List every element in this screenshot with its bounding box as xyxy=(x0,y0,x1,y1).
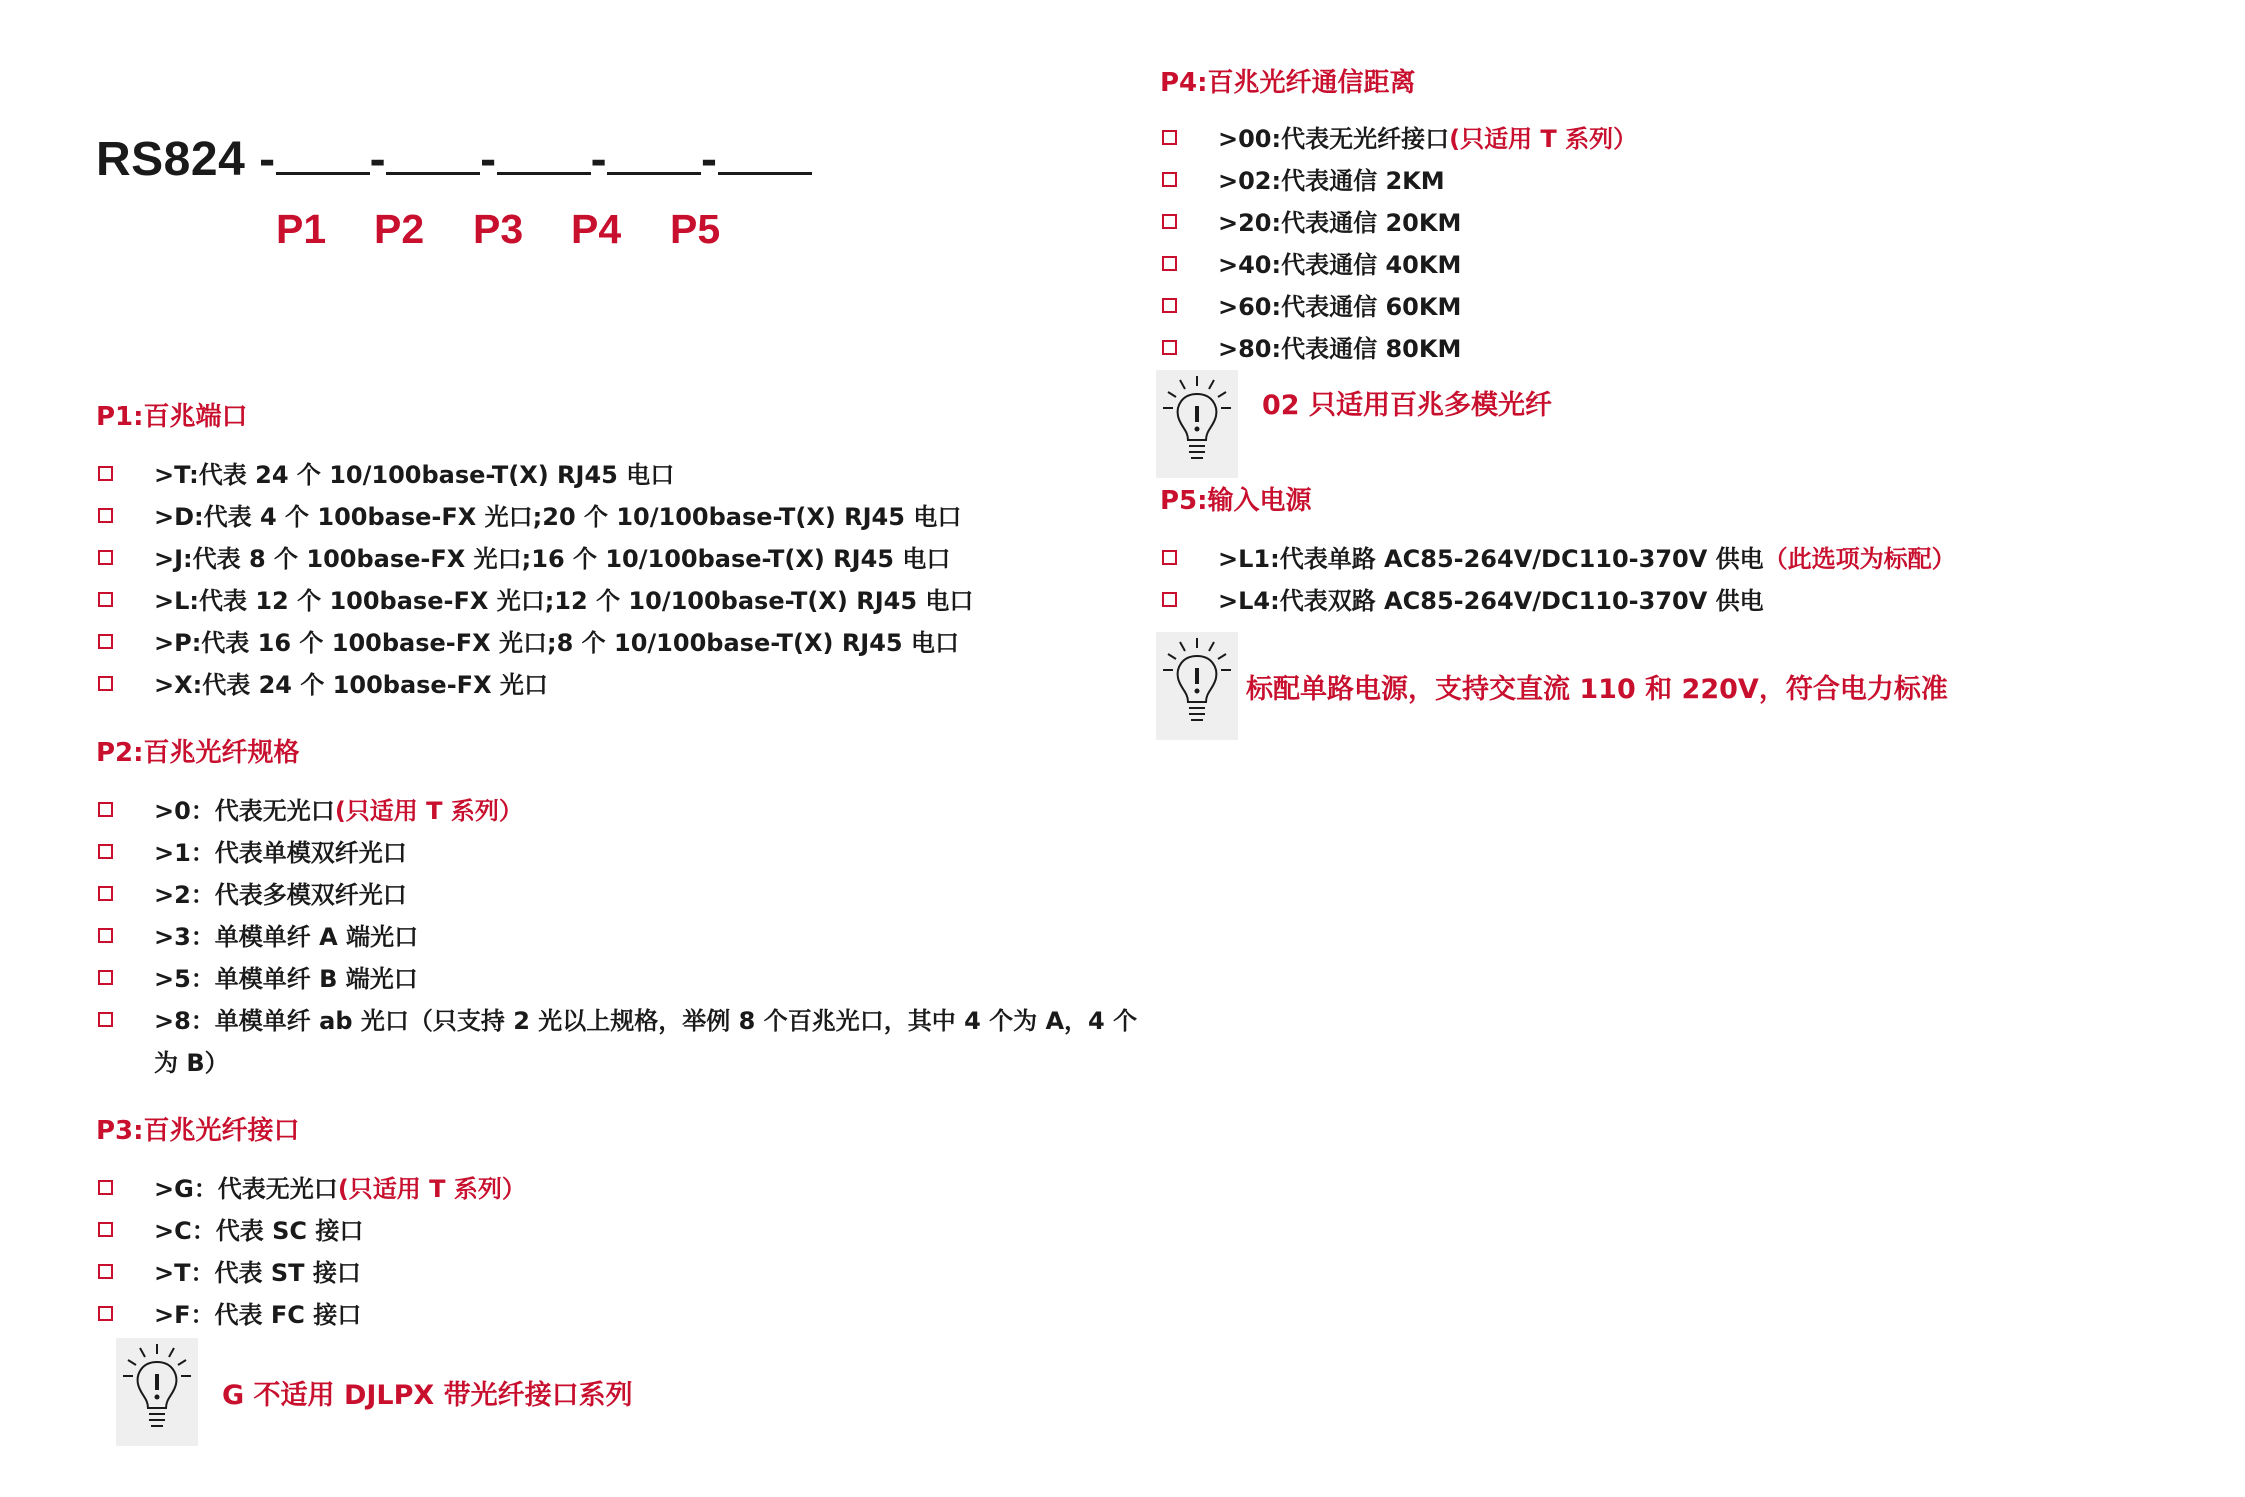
lightbulb-icon xyxy=(1156,370,1238,478)
option-p2-0[interactable]: >0：代表无光口(只适用 T 系列） xyxy=(98,790,523,832)
checkbox-icon[interactable] xyxy=(98,886,113,901)
option-p5-l4[interactable]: >L4:代表双路 AC85-264V/DC110-370V 供电 xyxy=(1162,580,1764,622)
blank-p5 xyxy=(718,134,812,175)
checkbox-icon[interactable] xyxy=(98,802,113,817)
checkbox-icon[interactable] xyxy=(1162,130,1177,145)
checkbox-icon[interactable] xyxy=(1162,550,1177,565)
tip-text-p5: 标配单路电源，支持交直流 110 和 220V，符合电力标准 xyxy=(1246,673,1948,705)
option-p4-20[interactable]: >20:代表通信 20KM xyxy=(1162,202,1461,244)
checkbox-icon[interactable] xyxy=(1162,256,1177,271)
param-label-p3: P3 xyxy=(473,206,524,252)
checkbox-icon[interactable] xyxy=(98,634,113,649)
section-title-p4: P4:百兆光纤通信距离 xyxy=(1160,68,1416,98)
checkbox-icon[interactable] xyxy=(98,1222,113,1237)
checkbox-icon[interactable] xyxy=(1162,298,1177,313)
checkbox-icon[interactable] xyxy=(98,970,113,985)
checkbox-icon[interactable] xyxy=(1162,592,1177,607)
lightbulb-icon xyxy=(116,1338,198,1446)
option-p3-g[interactable]: >G：代表无光口(只适用 T 系列） xyxy=(98,1168,526,1210)
option-p2-3[interactable]: >3：单模单纤 A 端光口 xyxy=(98,916,418,958)
tip-text-p4: 02 只适用百兆多模光纤 xyxy=(1262,389,1552,421)
section-title-p2: P2:百兆光纤规格 xyxy=(96,738,300,768)
option-p1-d[interactable]: >D:代表 4 个 100base-FX 光口;20 个 10/100base-T(X) RJ45 电口 xyxy=(98,496,961,538)
option-p3-f[interactable]: >F：代表 FC 接口 xyxy=(98,1294,361,1336)
lightbulb-icon xyxy=(1156,632,1238,740)
option-p2-1[interactable]: >1：代表单模双纤光口 xyxy=(98,832,407,874)
checkbox-icon[interactable] xyxy=(98,928,113,943)
checkbox-icon[interactable] xyxy=(98,550,113,565)
checkbox-icon[interactable] xyxy=(1162,340,1177,355)
option-p4-80[interactable]: >80:代表通信 80KM xyxy=(1162,328,1461,370)
model-prefix: RS824 - xyxy=(96,133,276,186)
section-title-p5: P5:输入电源 xyxy=(1160,486,1312,516)
tip-p3 xyxy=(116,1338,633,1446)
checkbox-icon[interactable] xyxy=(98,592,113,607)
param-label-p1: P1 xyxy=(276,206,327,252)
checkbox-icon[interactable] xyxy=(1162,214,1177,229)
param-label-p5: P5 xyxy=(670,206,721,252)
checkbox-icon[interactable] xyxy=(98,508,113,523)
option-p1-x[interactable]: >X:代表 24 个 100base-FX 光口 xyxy=(98,664,548,706)
checkbox-icon[interactable] xyxy=(98,676,113,691)
blank-p4 xyxy=(607,134,701,175)
model-code: RS824 - - - - - xyxy=(96,132,812,187)
option-p4-40[interactable]: >40:代表通信 40KM xyxy=(1162,244,1461,286)
param-label-p2: P2 xyxy=(374,206,425,252)
section-title-p1: P1:百兆端口 xyxy=(96,402,248,432)
checkbox-icon[interactable] xyxy=(98,1306,113,1321)
blank-p2 xyxy=(386,134,480,175)
checkbox-icon[interactable] xyxy=(1162,172,1177,187)
option-p1-p[interactable]: >P:代表 16 个 100base-FX 光口;8 个 10/100base-T(X) RJ45 电口 xyxy=(98,622,959,664)
section-title-p3: P3:百兆光纤接口 xyxy=(96,1116,300,1146)
blank-p1 xyxy=(276,134,370,175)
checkbox-icon[interactable] xyxy=(98,1012,113,1027)
blank-p3 xyxy=(497,134,591,175)
option-p1-l[interactable]: >L:代表 12 个 100base-FX 光口;12 个 10/100base-T(X) RJ45 电口 xyxy=(98,580,973,622)
option-p1-t[interactable]: >T:代表 24 个 10/100base-T(X) RJ45 电口 xyxy=(98,454,674,496)
option-p4-60[interactable]: >60:代表通信 60KM xyxy=(1162,286,1461,328)
tip-p5 xyxy=(1156,632,1948,740)
option-p2-8[interactable]: >8：单模单纤 ab 光口（只支持 2 光以上规格，举例 8 个百兆光口，其中 4 个为 A，4 个 为 B） xyxy=(98,1000,1137,1084)
checkbox-icon[interactable] xyxy=(98,466,113,481)
checkbox-icon[interactable] xyxy=(98,1264,113,1279)
option-p4-02[interactable]: >02:代表通信 2KM xyxy=(1162,160,1445,202)
option-p4-00[interactable]: >00:代表无光纤接口(只适用 T 系列） xyxy=(1162,118,1637,160)
checkbox-icon[interactable] xyxy=(98,1180,113,1195)
option-p3-t[interactable]: >T：代表 ST 接口 xyxy=(98,1252,361,1294)
option-p2-2[interactable]: >2：代表多模双纤光口 xyxy=(98,874,407,916)
option-p2-5[interactable]: >5：单模单纤 B 端光口 xyxy=(98,958,418,1000)
tip-p4 xyxy=(1156,370,1552,478)
option-p1-j[interactable]: >J:代表 8 个 100base-FX 光口;16 个 10/100base-T(X) RJ45 电口 xyxy=(98,538,950,580)
option-p5-l1[interactable]: >L1:代表单路 AC85-264V/DC110-370V 供电（此选项为标配） xyxy=(1162,538,1956,580)
tip-text-p3: G 不适用 DJLPX 带光纤接口系列 xyxy=(222,1379,633,1411)
checkbox-icon[interactable] xyxy=(98,844,113,859)
option-p3-c[interactable]: >C：代表 SC 接口 xyxy=(98,1210,363,1252)
param-label-p4: P4 xyxy=(571,206,622,252)
